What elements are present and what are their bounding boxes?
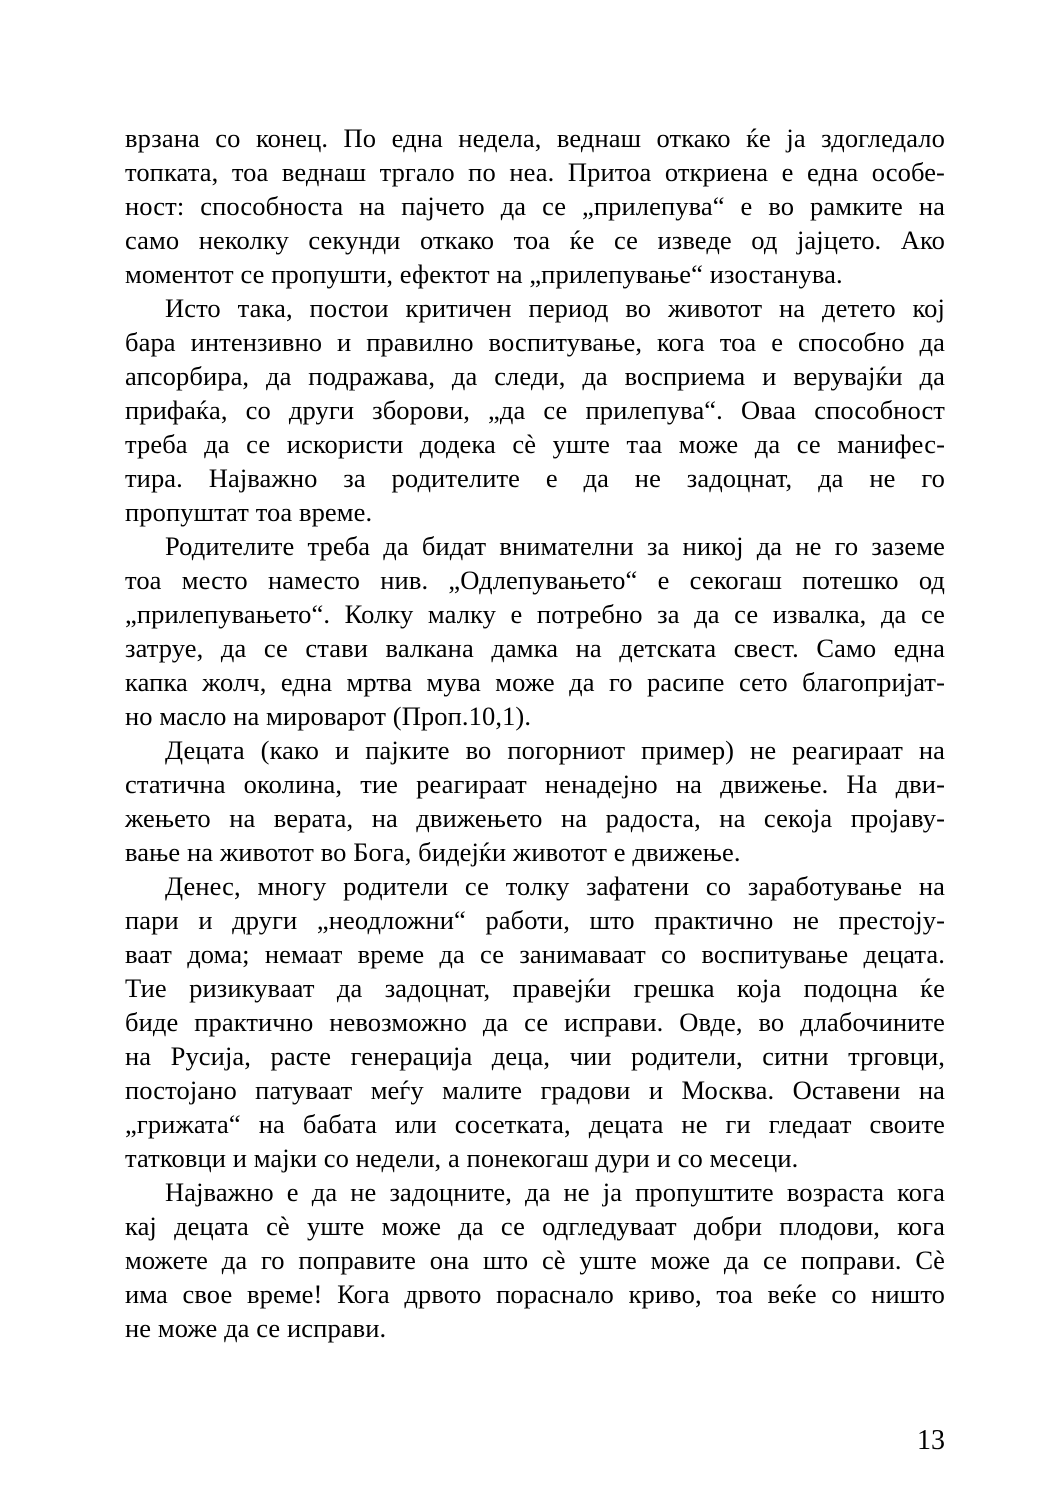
text-line: Родителите треба да бидат внимателни за никој да не го заземе — [165, 531, 945, 561]
text-line: Исто така, постои критичен период во животот на детето кој — [165, 293, 945, 323]
text-line: статична околина, тие реагираат ненадејно на движење. На дви- — [125, 769, 945, 799]
text-line: ваат дома; немаат време да се занимаваат со воспитување децата. — [125, 939, 945, 969]
text-line: Денес, многу родители се толку зафатени со заработување на — [165, 871, 945, 901]
paragraph — [125, 733, 945, 869]
text-line: на Русија, расте генерација деца, чии родители, ситни трговци, — [125, 1041, 945, 1071]
text-line: пропуштат тоа време. — [125, 497, 373, 527]
text-line: пари и други „неодложни“ работи, што практично не престоју- — [125, 905, 945, 935]
text-line: топката, тоа веднаш тргало по неа. Притоа откриена е една особе- — [125, 157, 945, 187]
text-line: Тие ризикуваат да задоцнат, правејќи грешка која подоцна ќе — [125, 973, 945, 1003]
text-line: само неколку секунди откако тоа ќе се изведе од јајцето. Ако — [125, 225, 945, 255]
text-line: кај децата сѐ уште може да се одгледуваат добри плодови, кога — [125, 1211, 945, 1241]
page-number: 13 — [917, 1425, 945, 1456]
text-line: моментот се пропушти, ефектот на „прилепување“ изостанува. — [125, 259, 843, 289]
text-line: бара интензивно и правилно воспитување, кога тоа е способно да — [125, 327, 945, 357]
paragraph — [125, 869, 945, 1175]
text-line: но масло на мироварот (Проп.10,1). — [125, 701, 532, 731]
text-line: капка жолч, една мртва мува може да го расипе сето благопријат- — [125, 667, 945, 697]
text-line: апсорбира, да подражава, да следи, да восприема и верувајќи да — [125, 361, 945, 391]
text-line: ност: способноста на пајчето да се „прилепува“ е во рамките на — [125, 191, 945, 221]
paragraph — [125, 121, 945, 291]
paragraph — [125, 291, 945, 529]
text-line: биде практично невозможно да се исправи. Овде, во длабочините — [125, 1007, 945, 1037]
text-line: „прилепувањето“. Колку малку е потребно за да се извалка, да се — [125, 599, 945, 629]
text-line: прифаќа, со други зборови, „да се прилепува“. Оваа способност — [125, 395, 945, 425]
text-line: Најважно е да не задоцните, да не ја пропуштите возраста кога — [165, 1177, 945, 1207]
paragraph — [125, 529, 945, 733]
text-line: вање на животот во Бога, бидејќи животот е движење. — [125, 837, 741, 867]
paragraph — [125, 1175, 945, 1345]
text-line: постојано патуваат меѓу малите градови и Москва. Оставени на — [125, 1075, 945, 1105]
text-line: има свое време! Кога дрвото пораснало криво, тоа веќе со ништо — [125, 1279, 945, 1309]
text-line: татковци и мајки со недели, а понекогаш дури и со месеци. — [125, 1143, 799, 1173]
text-line: жењето на верата, на движењето на радоста, на секоја пројаву- — [125, 803, 945, 833]
text-line: тира. Најважно за родителите е да не задоцнат, да не го — [125, 463, 945, 493]
text-line: можете да го поправите она што сѐ уште може да се поправи. Сѐ — [125, 1245, 945, 1275]
text-line: затруе, да се стави валкана дамка на детската свест. Само една — [125, 633, 945, 663]
text-line: не може да се исправи. — [125, 1313, 387, 1343]
text-line: тоа место наместо нив. „Одлепувањето“ е секогаш потешко од — [125, 565, 945, 595]
text-line: врзана со конец. По една недела, веднаш откако ќе ја здогледало — [125, 123, 945, 153]
text-block — [125, 121, 945, 1345]
text-line: треба да се искористи додека сѐ уште таа може да се манифес- — [125, 429, 945, 459]
text-line: „грижата“ на бабата или сосетката, децата не ги гледаат своите — [125, 1109, 945, 1139]
text-line: Децата (како и пајките во погорниот пример) не реагираат на — [165, 735, 945, 765]
